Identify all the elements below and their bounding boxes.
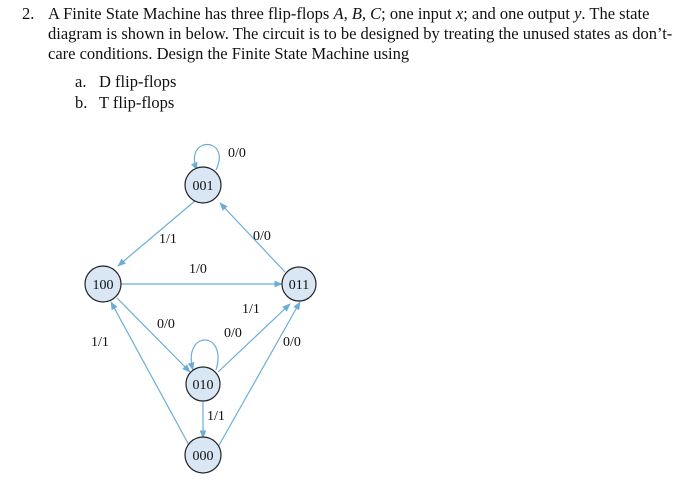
edge-000-to-011 — [218, 302, 300, 447]
state-010 — [186, 367, 220, 401]
self-loop-010 — [191, 340, 218, 370]
svg-text:010: 010 — [192, 378, 214, 393]
edge-001-to-100 — [118, 200, 196, 266]
svg-text:011: 011 — [288, 278, 310, 293]
question-text: A Finite State Machine has three flip-flops A, B, C; one input x; and one output y. The state diagram is shown in below. The circuit is to be designed by treating the unused states as don’t-care conditions. Design the Finite State Machine using — [48, 4, 673, 63]
label-010-to-011: 1/1 — [242, 302, 260, 317]
svg-text:000: 000 — [192, 449, 214, 464]
state-011 — [282, 267, 316, 301]
state-001 — [185, 167, 221, 203]
edge-100-to-010 — [117, 298, 190, 372]
edge-000-to-100 — [111, 302, 190, 447]
label-010-self: 0/0 — [224, 326, 242, 341]
self-loop-001 — [194, 145, 219, 171]
svg-text:100: 100 — [92, 278, 114, 293]
option-a: a. D flip-flops — [75, 72, 177, 91]
label-001-self: 0/0 — [228, 146, 246, 161]
label-000-to-100: 1/1 — [91, 335, 109, 350]
label-011-to-001: 0/0 — [253, 229, 271, 244]
question-number: 2. — [22, 4, 35, 23]
option-b: b. T flip-flops — [75, 93, 175, 112]
state-100 — [85, 266, 121, 302]
label-010-to-000: 1/1 — [207, 409, 225, 424]
label-000-to-011: 0/0 — [283, 335, 301, 350]
label-001-to-100: 1/1 — [159, 232, 177, 247]
label-100-to-010: 0/0 — [157, 317, 175, 332]
state-000 — [185, 437, 221, 473]
svg-text:001: 001 — [192, 179, 214, 194]
label-100-to-011: 1/0 — [189, 262, 207, 277]
